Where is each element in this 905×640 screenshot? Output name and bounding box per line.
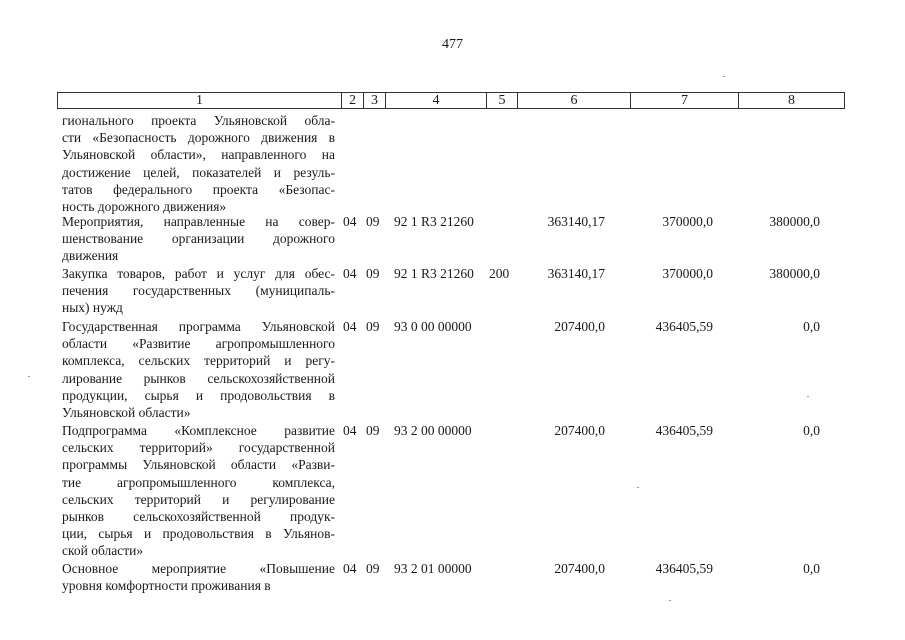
cell-c6: 363140,17: [547, 214, 605, 229]
scan-speck: [28, 376, 30, 377]
description-line: ской области»: [62, 543, 144, 559]
cell-c7: 436405,59: [655, 561, 713, 576]
header-col-1: 1: [57, 92, 341, 109]
cell-c2: 04: [343, 214, 357, 229]
description-line: ность дорожного движения»: [62, 199, 227, 215]
scan-speck: [637, 487, 639, 488]
cell-c7: 370000,0: [662, 214, 713, 229]
description-line: Мероприятия, направленные на совер-: [62, 214, 335, 229]
cell-c3: 09: [366, 319, 380, 334]
cell-c2: 04: [343, 319, 357, 334]
scan-speck: [723, 76, 725, 77]
scan-speck: [669, 600, 671, 601]
cell-c3: 09: [366, 266, 380, 281]
cell-c6: 207400,0: [554, 319, 605, 334]
header-col-3: 3: [363, 92, 385, 109]
row-description: [62, 112, 335, 215]
description-line: сти «Безопасность дорожного движения в: [62, 130, 335, 146]
cell-c8: 0,0: [803, 561, 820, 576]
page-number: 477: [442, 37, 463, 52]
cell-c8: 380000,0: [769, 214, 820, 229]
cell-c8: 380000,0: [769, 266, 820, 281]
cell-c3: 09: [366, 561, 380, 576]
cell-c4: 93 0 00 00000: [394, 319, 472, 334]
description-line: рынков сельскохозяйственной продук-: [62, 509, 335, 525]
cell-c4: 93 2 00 00000: [394, 423, 472, 438]
description-line: достижение целей, показателей и резуль-: [62, 164, 335, 180]
cell-c2: 04: [343, 266, 357, 281]
cell-c2: 04: [343, 561, 357, 576]
description-line: Ульяновской области»: [62, 405, 191, 421]
row-description: [62, 318, 335, 421]
cell-c4: 92 1 R3 21260: [394, 266, 474, 281]
cell-c4: 93 2 01 00000: [394, 561, 472, 576]
cell-c7: 436405,59: [655, 319, 713, 334]
cell-c6: 207400,0: [554, 423, 605, 438]
description-line: тие агропромышленного комплекса,: [62, 474, 335, 490]
description-line: области «Развитие агропромышленного: [62, 336, 335, 352]
description-line: уровня комфортности проживания в: [62, 578, 271, 594]
description-line: печения государственных (муниципаль-: [62, 283, 335, 299]
description-line: программы Ульяновской области «Разви-: [62, 457, 335, 473]
description-line: ных) нужд: [62, 300, 123, 316]
description-line: Государственная программа Ульяновской: [62, 319, 335, 334]
row-description: [62, 213, 335, 265]
cell-c3: 09: [366, 423, 380, 438]
description-line: комплекса, сельских территорий и регу-: [62, 353, 335, 369]
description-line: сельских территорий и регулирование: [62, 491, 335, 507]
header-col-2: 2: [341, 92, 363, 109]
header-col-6: 6: [517, 92, 630, 109]
description-line: Подпрограмма «Комплексное развитие: [62, 423, 335, 438]
cell-c8: 0,0: [803, 319, 820, 334]
header-col-4: 4: [385, 92, 486, 109]
cell-c5: 200: [489, 266, 510, 281]
cell-c6: 207400,0: [554, 561, 605, 576]
description-line: гионального проекта Ульяновской обла-: [62, 113, 335, 128]
cell-c8: 0,0: [803, 423, 820, 438]
row-description: [62, 265, 335, 317]
cell-c6: 363140,17: [547, 266, 605, 281]
cell-c4: 92 1 R3 21260: [394, 214, 474, 229]
description-line: Закупка товаров, работ и услуг для обес-: [62, 266, 335, 281]
description-line: продукции, сырья и продовольствия в: [62, 387, 335, 403]
description-line: ции, сырья и продовольствия в Ульянов-: [62, 526, 335, 542]
cell-c7: 436405,59: [655, 423, 713, 438]
description-line: Основное мероприятие «Повышение: [62, 561, 335, 576]
row-description: [62, 422, 335, 560]
description-line: шенствование организации дорожного: [62, 231, 335, 247]
cell-c2: 04: [343, 423, 357, 438]
row-description: [62, 560, 335, 594]
description-line: сельских территорий» государственной: [62, 440, 335, 456]
header-col-7: 7: [630, 92, 738, 109]
description-line: лирование рынков сельскохозяйственной: [62, 370, 335, 386]
description-line: Ульяновской области», направленного на: [62, 147, 335, 163]
cell-c7: 370000,0: [662, 266, 713, 281]
header-col-5: 5: [486, 92, 517, 109]
cell-c3: 09: [366, 214, 380, 229]
description-line: татов федерального проекта «Безопас-: [62, 181, 335, 197]
description-line: движения: [62, 248, 119, 264]
scan-speck: [807, 396, 809, 397]
header-col-8: 8: [738, 92, 845, 109]
